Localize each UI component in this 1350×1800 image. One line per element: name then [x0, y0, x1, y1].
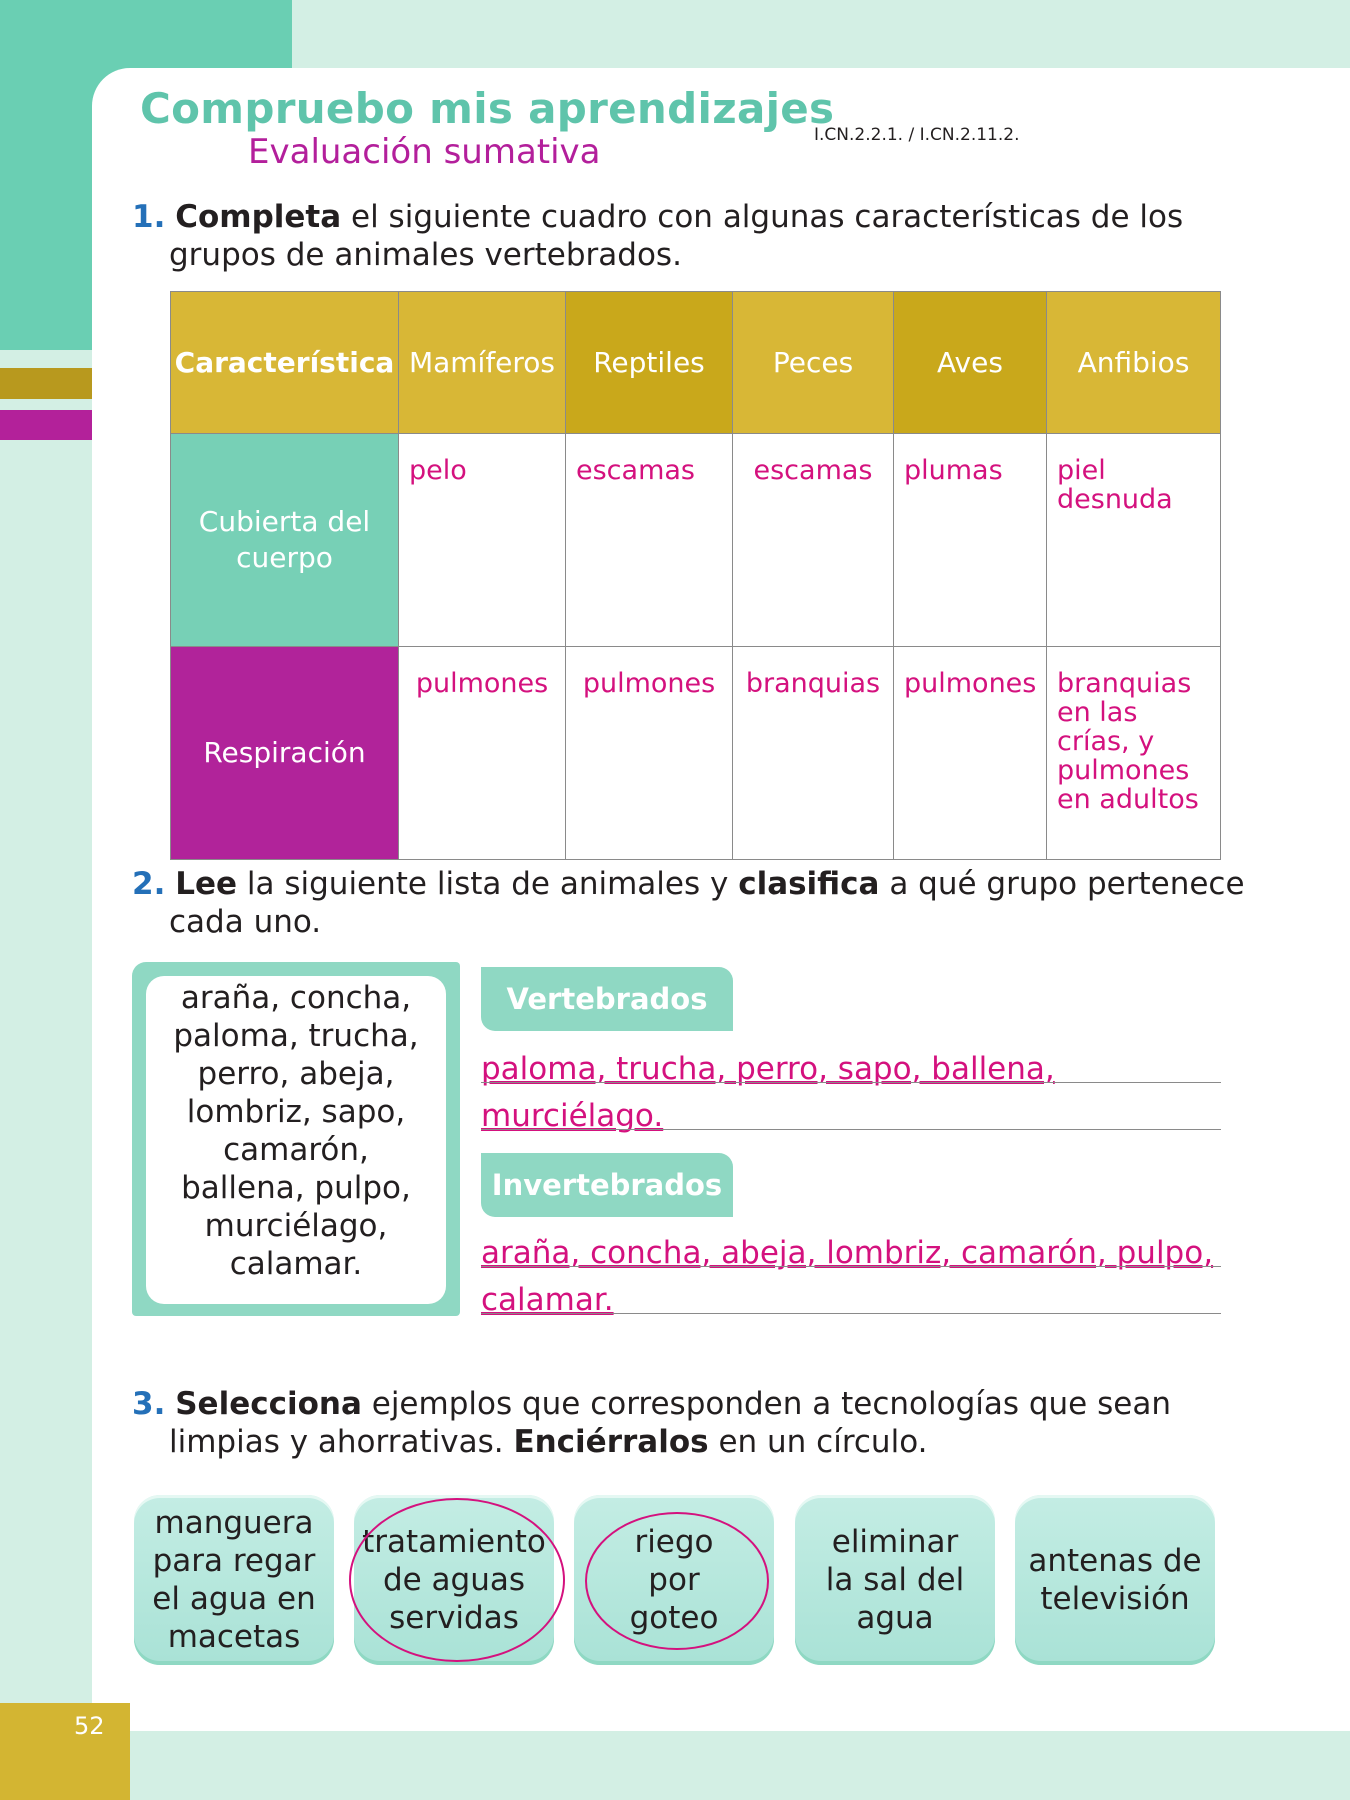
- table-cell: pelo: [399, 434, 566, 647]
- page-number-box: [0, 1703, 130, 1800]
- vertebrates-table: [170, 291, 1221, 860]
- option-text: tratamiento de aguas servidas: [362, 1524, 546, 1636]
- question-text-line2: cada uno.: [169, 904, 322, 940]
- table-cell: branquias en las crías, y pulmones en adultos: [1047, 647, 1221, 860]
- selection-circle: [585, 1512, 769, 1650]
- option-text: riego por goteo: [629, 1524, 719, 1636]
- question-2: [132, 865, 1245, 941]
- question-verb: Lee: [175, 866, 238, 902]
- vertebrates-label: Vertebrados: [481, 967, 733, 1031]
- question-number: 1.: [132, 199, 166, 235]
- table-cell: pulmones: [399, 647, 566, 860]
- header-cell: Reptiles: [566, 292, 733, 434]
- header-cell: Anfibios: [1047, 292, 1221, 434]
- list-item: paloma, trucha,: [173, 1018, 419, 1054]
- table-header-row: [171, 292, 1221, 434]
- vertebrates-answer-line: paloma, trucha, perro, sapo, ballena,: [481, 1051, 1055, 1087]
- header-cell: Característica: [171, 292, 399, 434]
- page-number: 52: [74, 1712, 105, 1740]
- footer-band: [0, 1731, 1350, 1800]
- table-cell: pulmones: [566, 647, 733, 860]
- list-item: calamar.: [229, 1246, 363, 1282]
- list-item: araña, concha,: [180, 980, 412, 1016]
- question-text-line2: grupos de animales vertebrados.: [169, 237, 682, 273]
- table-cell: piel desnuda: [1047, 434, 1221, 647]
- question-text: a qué grupo pertenece: [879, 866, 1245, 902]
- table-row: [171, 434, 1221, 647]
- gold-stripe: [0, 368, 92, 399]
- question-text: en un círculo.: [708, 1424, 928, 1460]
- invertebrates-answer-line: calamar.: [481, 1282, 614, 1318]
- magenta-stripe: [0, 410, 92, 440]
- question-1: [132, 198, 1183, 274]
- selection-circle: [349, 1498, 565, 1662]
- header-cell: Peces: [733, 292, 894, 434]
- option-text: antenas de televisión: [1028, 1543, 1202, 1617]
- animal-list: [146, 976, 446, 1304]
- indicator-code: I.CN.2.2.1. / I.CN.2.11.2.: [814, 125, 1020, 145]
- table-cell: pulmones: [894, 647, 1047, 860]
- vertebrates-answer-line: murciélago.: [481, 1098, 664, 1134]
- page-title: Compruebo mis aprendizajes: [140, 84, 835, 133]
- option-text: manguera para regar el agua en macetas: [152, 1505, 316, 1655]
- question-number: 3.: [132, 1386, 166, 1422]
- table-cell: escamas: [733, 434, 894, 647]
- question-number: 2.: [132, 866, 166, 902]
- list-item: ballena, pulpo,: [181, 1170, 411, 1206]
- question-text: el siguiente cuadro con algunas características de los: [341, 199, 1184, 235]
- option-card[interactable]: [134, 1495, 334, 1665]
- question-verb: Enciérralos: [513, 1424, 709, 1460]
- answer-rule: [481, 1266, 1221, 1267]
- list-item: perro, abeja,: [197, 1056, 395, 1092]
- list-item: murciélago,: [204, 1208, 388, 1244]
- question-3: [132, 1385, 1171, 1461]
- list-item: lombriz, sapo,: [186, 1094, 406, 1130]
- option-text: eliminar la sal del agua: [825, 1524, 965, 1636]
- table-cell: branquias: [733, 647, 894, 860]
- table-cell: escamas: [566, 434, 733, 647]
- answer-rule: [481, 1082, 1221, 1083]
- option-card[interactable]: [795, 1495, 995, 1665]
- question-text-line2: limpias y ahorrativas.: [169, 1424, 514, 1460]
- question-verb: clasifica: [738, 866, 880, 902]
- answer-rule: [481, 1313, 1221, 1314]
- left-band: [0, 350, 92, 1800]
- row-header: Respiración: [171, 647, 399, 860]
- option-card[interactable]: [1015, 1495, 1215, 1665]
- row-header: Cubierta del cuerpo: [171, 434, 399, 647]
- question-verb: Selecciona: [175, 1386, 362, 1422]
- question-text: ejemplos que corresponden a tecnologías que sean: [361, 1386, 1171, 1422]
- invertebrates-answer-line: araña, concha, abeja, lombriz, camarón, pulpo,: [481, 1235, 1214, 1271]
- question-text: la siguiente lista de animales y: [237, 866, 739, 902]
- page-subtitle: Evaluación sumativa: [248, 132, 601, 172]
- invertebrates-label: Invertebrados: [481, 1153, 733, 1217]
- header-cell: Aves: [894, 292, 1047, 434]
- answer-rule: [481, 1129, 1221, 1130]
- question-verb: Completa: [175, 199, 342, 235]
- list-item: camarón,: [223, 1132, 369, 1168]
- table-row: [171, 647, 1221, 860]
- header-cell: Mamíferos: [399, 292, 566, 434]
- table-cell: plumas: [894, 434, 1047, 647]
